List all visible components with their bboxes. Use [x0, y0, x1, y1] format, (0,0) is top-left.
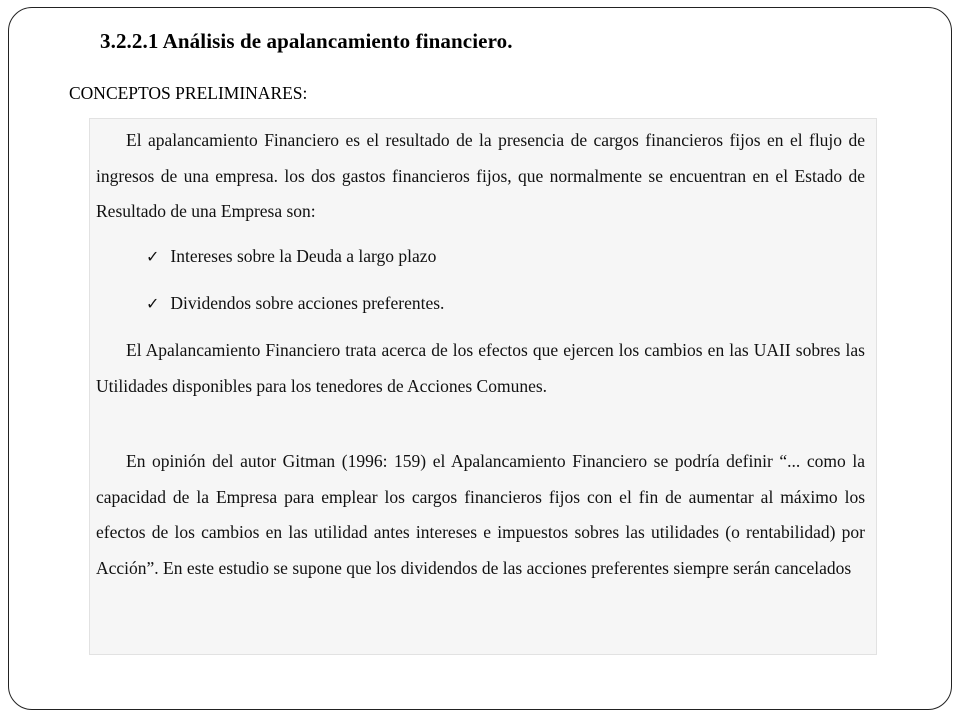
paragraph-3 — [96, 444, 865, 586]
bullet-item — [146, 239, 436, 276]
bullet-text: Dividendos sobre acciones preferentes. — [170, 293, 445, 313]
bullet-text: Intereses sobre la Deuda a largo plazo — [170, 246, 437, 266]
scanned-text-image — [89, 118, 877, 655]
paragraph-3-text: En opinión del autor Gitman (1996: 159) el Apalancamiento Financiero se podría definir “... como la capacidad de la Empresa para emplear los cargos financieros fijos con el fin de aumentar al máximo los efectos de los cambios en las utilidad antes intereses e impuestos sobres las utilidades (o rentabilidad) por Acción”. En este estudio se supone que los dividendos de las acciones preferentes siempre serán cancelados — [96, 451, 865, 578]
bullet-item — [146, 286, 444, 323]
section-heading: CONCEPTOS PRELIMINARES: — [69, 83, 308, 103]
checkmark-icon: ✓ — [146, 249, 160, 266]
paragraph-2-text: El Apalancamiento Financiero trata acerca de los efectos que ejercen los cambios en las UAII sobres las Utilidades disponibles para los tenedores de Acciones Comunes. — [96, 340, 865, 396]
paragraph-1-text: El apalancamiento Financiero es el resultado de la presencia de cargos financieros fijos en el flujo de ingresos de una empresa. los dos gastos financieros fijos, que normalmente se encuentran en el Estado de Resultado de una Empresa son: — [96, 130, 865, 221]
paragraph-2 — [96, 333, 865, 404]
slide-title: 3.2.2.1 Análisis de apalancamiento financiero. — [100, 29, 513, 53]
paragraph-1 — [96, 123, 865, 230]
checkmark-icon: ✓ — [146, 296, 160, 313]
